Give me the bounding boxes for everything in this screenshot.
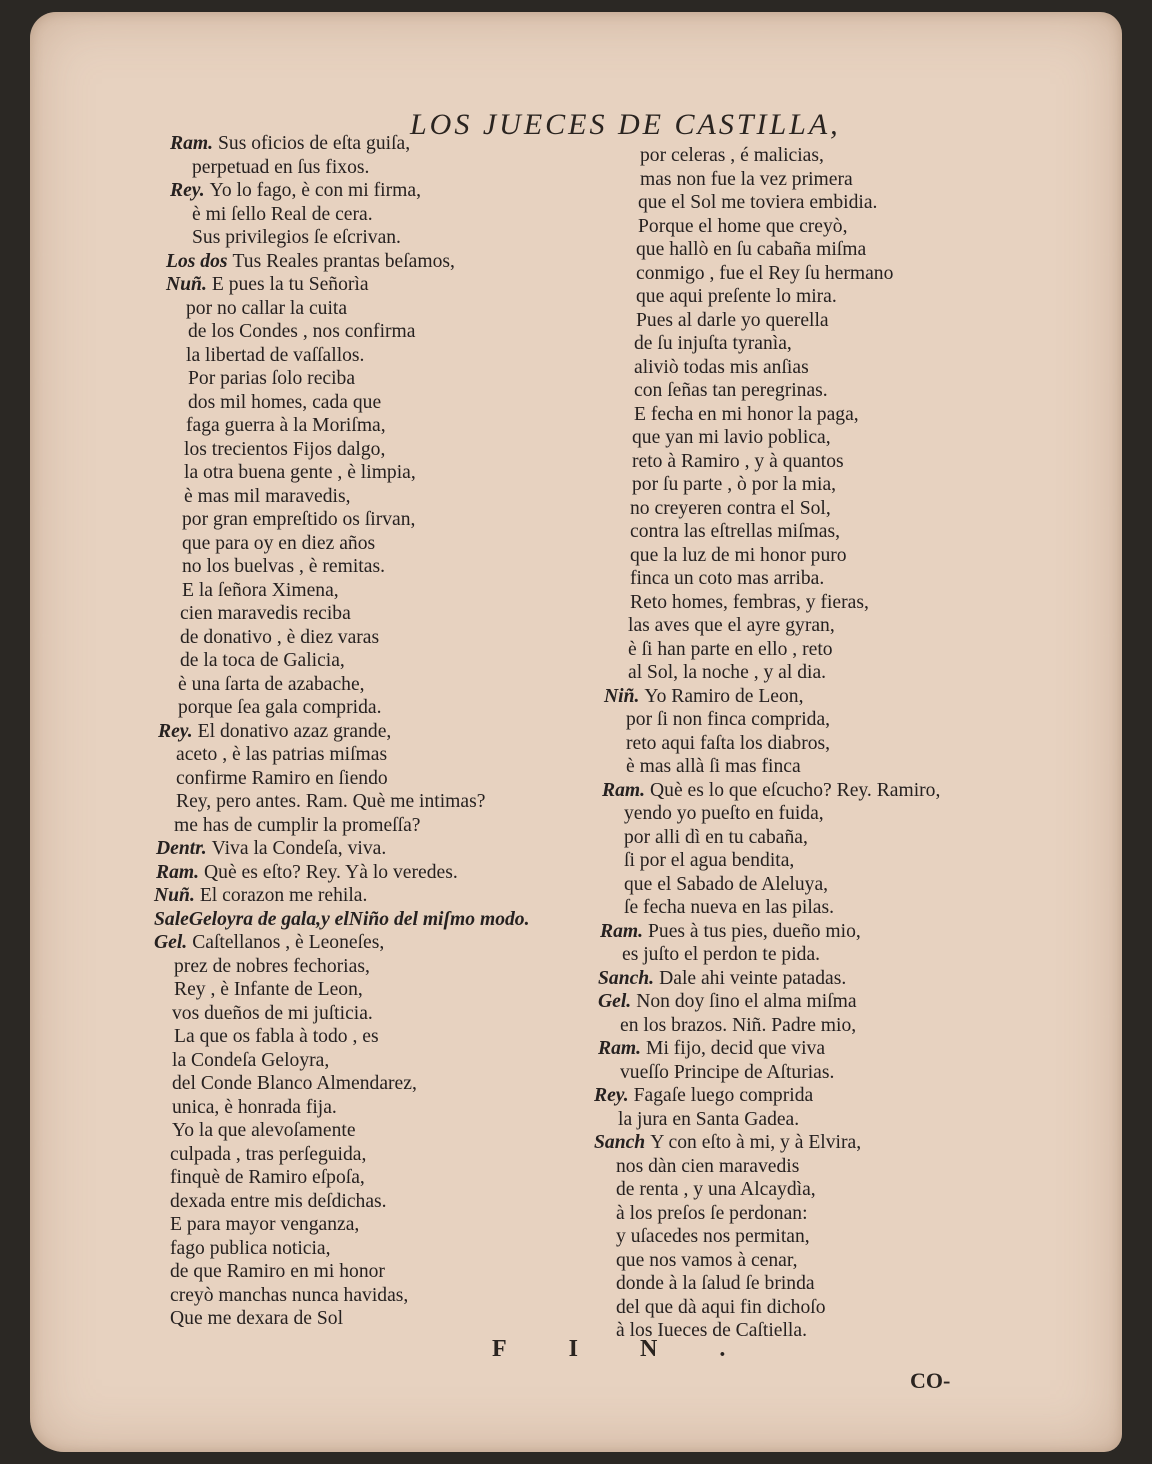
verse-text: à los Iueces de Caſtiella.: [616, 1320, 807, 1341]
verse-text: las aves que el ayre gyran,: [628, 615, 835, 636]
speaker-label: Gel.: [154, 932, 188, 953]
verse-text: que nos vamos à cenar,: [616, 1249, 798, 1271]
verse-line: [130, 320, 600, 344]
verse-line: [130, 344, 600, 368]
verse-line: [560, 1178, 1040, 1202]
verse-text: creyò manchas nunca havidas,: [170, 1284, 409, 1306]
verse-line: [130, 1166, 600, 1190]
verse-text: El corazon me rehila.: [199, 885, 368, 906]
verse-line: [560, 708, 1040, 732]
verse-line: [130, 1143, 600, 1167]
verse-text: que para oy en diez años: [182, 532, 376, 554]
verse-line: [560, 779, 1040, 803]
verse-text: Què es eſto? Rey. Yà lo veredes.: [204, 861, 458, 883]
verse-line: [130, 673, 600, 697]
right-column: [560, 144, 1040, 1343]
verse-line: [130, 837, 600, 861]
verse-line: [560, 943, 1040, 967]
verse-text: Rey , è Infante de Leon,: [174, 979, 363, 1000]
verse-text: La que os fabla à todo , es: [174, 1026, 379, 1047]
speaker-label: Niñ.: [604, 685, 640, 707]
verse-text: à los preſos ſe perdonan:: [616, 1202, 808, 1224]
verse-text: reto aqui faſta los diabros,: [626, 732, 831, 754]
verse-line: [130, 1307, 600, 1331]
verse-line: [130, 579, 600, 603]
verse-text: Rey, pero antes. Ram. Què me intimas?: [176, 791, 486, 812]
verse-text: dexada entre mis deſdichas.: [170, 1190, 387, 1212]
verse-line: [560, 1014, 1040, 1038]
verse-line: [130, 602, 600, 626]
verse-text: Yo Ramiro de Leon,: [644, 685, 804, 707]
verse-line: [560, 1131, 1040, 1155]
verse-text: unica, è honrada fija.: [172, 1096, 337, 1118]
verse-text: Caſtellanos , è Leoneſes,: [192, 932, 385, 953]
verse-text: vueſſo Principe de Aſturias.: [620, 1061, 835, 1083]
verse-text: de renta , y una Alcaydìa,: [616, 1179, 816, 1200]
verse-text: por gran empreſtido os ſirvan,: [182, 509, 416, 530]
verse-line: [130, 1190, 600, 1214]
verse-line: [560, 1202, 1040, 1226]
verse-line: [560, 1296, 1040, 1320]
verse-text: culpada , tras perſeguida,: [170, 1143, 367, 1165]
verse-line: [560, 520, 1040, 544]
verse-text: la Condeſa Geloyra,: [172, 1049, 330, 1071]
verse-line: [560, 285, 1040, 309]
verse-text: Yo lo fago, è con mi firma,: [209, 180, 421, 201]
verse-text: Non doy ſino el alma miſma: [636, 991, 857, 1012]
verse-line: [130, 1002, 600, 1026]
catchword: CO-: [910, 1368, 951, 1393]
verse-text: no los buelvas , è remitas.: [182, 556, 385, 577]
verse-text: fago publica noticia,: [170, 1237, 331, 1259]
verse-text: Tus Reales prantas beſamos,: [232, 250, 455, 272]
verse-line: [560, 990, 1040, 1014]
fin-label: FIN.: [492, 1336, 788, 1362]
verse-line: [130, 720, 600, 744]
verse-line: [560, 755, 1040, 779]
verse-text: por no callar la cuita: [186, 297, 348, 319]
verse-text: cien maravedis reciba: [180, 603, 351, 624]
verse-line: [560, 661, 1040, 685]
verse-line: [560, 309, 1040, 333]
verse-text: Mi fijo, decid que viva: [646, 1038, 826, 1059]
verse-line: [130, 297, 600, 321]
verse-line: [130, 414, 600, 438]
speaker-label: Rey.: [594, 1085, 629, 1106]
verse-text: la otra buena gente , è limpia,: [184, 462, 416, 483]
verse-text: por ſi non finca comprida,: [626, 709, 831, 730]
verse-text: E la ſeñora Ximena,: [182, 579, 339, 601]
verse-text: que hallò en ſu cabaña miſma: [636, 239, 867, 260]
verse-line: [560, 403, 1040, 427]
verse-text: que el Sabado de Aleluya,: [624, 873, 829, 895]
verse-line: [130, 156, 600, 180]
verse-text: me has de cumplir la promeſſa?: [174, 814, 421, 836]
verse-text: aliviò todas mis anſias: [634, 356, 809, 378]
verse-line: [560, 426, 1040, 450]
verse-line: [130, 179, 600, 203]
verse-text: que el Sol me toviera embidia.: [638, 192, 878, 213]
verse-line: [130, 931, 600, 955]
verse-text: por alli dì en tu cabaña,: [624, 826, 808, 848]
verse-line: [560, 567, 1040, 591]
verse-text: contra las eſtrellas miſmas,: [630, 521, 841, 542]
verse-text: vos dueños de mi juſticia.: [172, 1002, 373, 1024]
verse-text: es juſto el perdon te pida.: [622, 944, 821, 965]
verse-line: [560, 967, 1040, 991]
verse-text: Viva la Condeſa, viva.: [211, 838, 387, 859]
verse-line: [560, 1225, 1040, 1249]
verse-line: [560, 191, 1040, 215]
verse-line: [130, 1213, 600, 1237]
verse-line: [130, 555, 600, 579]
verse-text: al Sol, la noche , y al dia.: [628, 662, 827, 683]
speaker-label: Sanch: [594, 1132, 646, 1153]
stage-direction: SaleGeloyra de gala,y elNiño del miſmo modo.: [154, 908, 530, 930]
verse-text: de que Ramiro en mi honor: [170, 1261, 385, 1282]
verse-text: Pues al darle yo querella: [636, 309, 829, 331]
verse-line: [130, 814, 600, 838]
verse-line: [560, 1037, 1040, 1061]
verse-text: de la toca de Galicia,: [180, 650, 345, 671]
verse-text: E para mayor venganza,: [170, 1214, 360, 1235]
verse-text: conmigo , fue el Rey ſu hermano: [636, 262, 894, 284]
verse-line: [130, 1237, 600, 1261]
verse-text: y uſacedes nos permitan,: [616, 1226, 810, 1247]
verse-line: [560, 332, 1040, 356]
verse-line: [130, 132, 600, 156]
verse-text: Y con eſto à mi, y à Elvira,: [650, 1132, 862, 1153]
speaker-label: Ram.: [156, 861, 200, 883]
verse-line: [560, 896, 1040, 920]
verse-line: [560, 591, 1040, 615]
verse-line: [560, 732, 1040, 756]
verse-line: [560, 379, 1040, 403]
speaker-label: Sanch.: [598, 967, 655, 989]
speaker-label: Dentr.: [156, 838, 207, 859]
verse-text: perpetuad en ſus fixos.: [192, 156, 370, 178]
verse-text: Sus oficios de eſta guiſa,: [218, 133, 411, 154]
verse-line: [560, 685, 1040, 709]
verse-text: Sus privilegios ſe eſcrivan.: [192, 227, 401, 248]
verse-text: con ſeñas tan peregrinas.: [634, 380, 828, 401]
verse-line: [560, 1061, 1040, 1085]
verse-line: [560, 802, 1040, 826]
speaker-label: Ram.: [598, 1038, 642, 1059]
verse-line: [130, 767, 600, 791]
page-title: LOS JUECES DE CASTILLA,: [410, 108, 841, 141]
verse-text: Què es lo que eſcucho? Rey. Ramiro,: [650, 779, 941, 801]
verse-text: è una ſarta de azabache,: [178, 673, 365, 695]
verse-text: que aqui preſente lo mira.: [636, 286, 837, 307]
verse-line: [130, 532, 600, 556]
verse-line: [130, 884, 600, 908]
verse-text: Que me dexara de Sol: [170, 1308, 344, 1329]
verse-text: è mas allà ſi mas finca: [626, 756, 801, 777]
verse-line: [130, 908, 600, 932]
verse-text: Yo la que alevoſamente: [172, 1120, 356, 1141]
verse-line: [560, 1249, 1040, 1273]
verse-line: [560, 638, 1040, 662]
verse-text: porque ſea gala comprida.: [178, 697, 382, 718]
verse-line: [130, 978, 600, 1002]
speaker-label: Nuñ.: [166, 274, 207, 295]
verse-text: mas non fue la vez primera: [640, 168, 853, 190]
verse-line: [130, 1049, 600, 1073]
verse-line: [560, 849, 1040, 873]
verse-line: [560, 1272, 1040, 1296]
verse-line: [130, 955, 600, 979]
verse-text: aceto , è las patrias miſmas: [176, 744, 388, 765]
verse-text: los trecientos Fijos dalgo,: [184, 438, 386, 460]
verse-line: [560, 1108, 1040, 1132]
verse-line: [130, 861, 600, 885]
verse-line: [130, 649, 600, 673]
verse-line: [130, 743, 600, 767]
verse-text: nos dàn cien maravedis: [616, 1155, 800, 1177]
verse-line: [130, 1284, 600, 1308]
verse-text: que la luz de mi honor puro: [630, 544, 847, 566]
left-column: [130, 132, 600, 1331]
verse-text: prez de nobres fechorias,: [174, 955, 370, 977]
verse-line: [130, 1096, 600, 1120]
verse-text: finca un coto mas arriba.: [630, 568, 825, 589]
verse-text: yendo yo pueſto en fuida,: [624, 803, 824, 824]
verse-text: dos mil homes, cada que: [188, 391, 382, 413]
verse-line: [560, 544, 1040, 568]
verse-text: por ſu parte , ò por la mia,: [632, 474, 837, 495]
verse-text: ſe fecha nueva en las pilas.: [624, 897, 834, 918]
verse-text: ſi por el agua bendita,: [624, 850, 795, 871]
verse-text: Dale ahi veinte patadas.: [659, 967, 847, 989]
verse-line: [560, 215, 1040, 239]
verse-line: [130, 626, 600, 650]
verse-line: [560, 614, 1040, 638]
verse-text: del que dà aqui fin dichoſo: [616, 1296, 826, 1318]
verse-text: del Conde Blanco Almendarez,: [172, 1073, 417, 1094]
verse-line: [560, 450, 1040, 474]
verse-text: Reto homes, fembras, y fieras,: [630, 591, 869, 613]
speaker-label: Ram.: [602, 779, 646, 801]
verse-line: [560, 873, 1040, 897]
verse-line: [130, 696, 600, 720]
verse-line: [560, 168, 1040, 192]
verse-text: de donativo , è diez varas: [180, 626, 380, 648]
verse-text: Pues à tus pies, dueño mio,: [648, 920, 861, 942]
verse-line: [130, 485, 600, 509]
speaker-label: Los dos: [166, 250, 228, 272]
verse-line: [130, 438, 600, 462]
verse-line: [560, 144, 1040, 168]
verse-text: confirme Ramiro en ſiendo: [176, 767, 388, 789]
speaker-label: Rey.: [170, 180, 205, 201]
verse-text: El donativo azaz grande,: [197, 720, 392, 742]
verse-line: [560, 262, 1040, 286]
verse-line: [560, 920, 1040, 944]
verse-line: [130, 226, 600, 250]
verse-text: de ſu injuſta tyranìa,: [634, 333, 792, 354]
verse-line: [130, 461, 600, 485]
verse-text: en los brazos. Niñ. Padre mio,: [620, 1014, 857, 1036]
verse-line: [560, 1155, 1040, 1179]
verse-text: Fagaſe luego comprida: [633, 1085, 814, 1106]
verse-line: [560, 826, 1040, 850]
verse-line: [130, 367, 600, 391]
verse-line: [130, 508, 600, 532]
speaker-label: Rey.: [158, 720, 193, 742]
verse-text: è mi ſello Real de cera.: [192, 203, 373, 225]
verse-line: [130, 391, 600, 415]
verse-line: [560, 497, 1040, 521]
verse-text: por celeras , é malicias,: [640, 145, 824, 166]
verse-text: E pues la tu Señorìa: [211, 274, 369, 295]
verse-text: E fecha en mi honor la paga,: [634, 403, 859, 425]
verse-line: [560, 238, 1040, 262]
verse-text: Por parias ſolo reciba: [188, 368, 356, 389]
verse-text: no creyeren contra el Sol,: [630, 497, 831, 519]
verse-text: reto à Ramiro , y à quantos: [632, 450, 844, 472]
verse-text: la libertad de vaſſallos.: [186, 344, 365, 366]
verse-text: la jura en Santa Gadea.: [618, 1108, 800, 1130]
speaker-label: Ram.: [170, 133, 214, 154]
verse-line: [130, 250, 600, 274]
verse-line: [130, 1119, 600, 1143]
verse-text: è mas mil maravedis,: [184, 485, 351, 507]
verse-line: [130, 1260, 600, 1284]
verse-text: finquè de Ramiro eſpoſa,: [170, 1167, 365, 1188]
verse-text: donde à la ſalud ſe brinda: [616, 1273, 815, 1294]
speaker-label: Nuñ.: [154, 885, 195, 906]
verse-line: [560, 1084, 1040, 1108]
verse-text: de los Condes , nos confirma: [188, 321, 416, 342]
verse-text: è ſi han parte en ello , reto: [628, 638, 833, 660]
verse-line: [130, 203, 600, 227]
verse-text: Porque el home que creyò,: [638, 215, 848, 237]
verse-text: que yan mi lavio poblica,: [632, 427, 831, 448]
speaker-label: Gel.: [598, 991, 632, 1012]
verse-line: [560, 356, 1040, 380]
speaker-label: Ram.: [600, 920, 644, 942]
verse-line: [130, 1072, 600, 1096]
verse-line: [560, 473, 1040, 497]
verse-line: [130, 790, 600, 814]
verse-line: [130, 273, 600, 297]
verse-line: [130, 1025, 600, 1049]
verse-text: faga guerra à la Moriſma,: [186, 415, 386, 436]
